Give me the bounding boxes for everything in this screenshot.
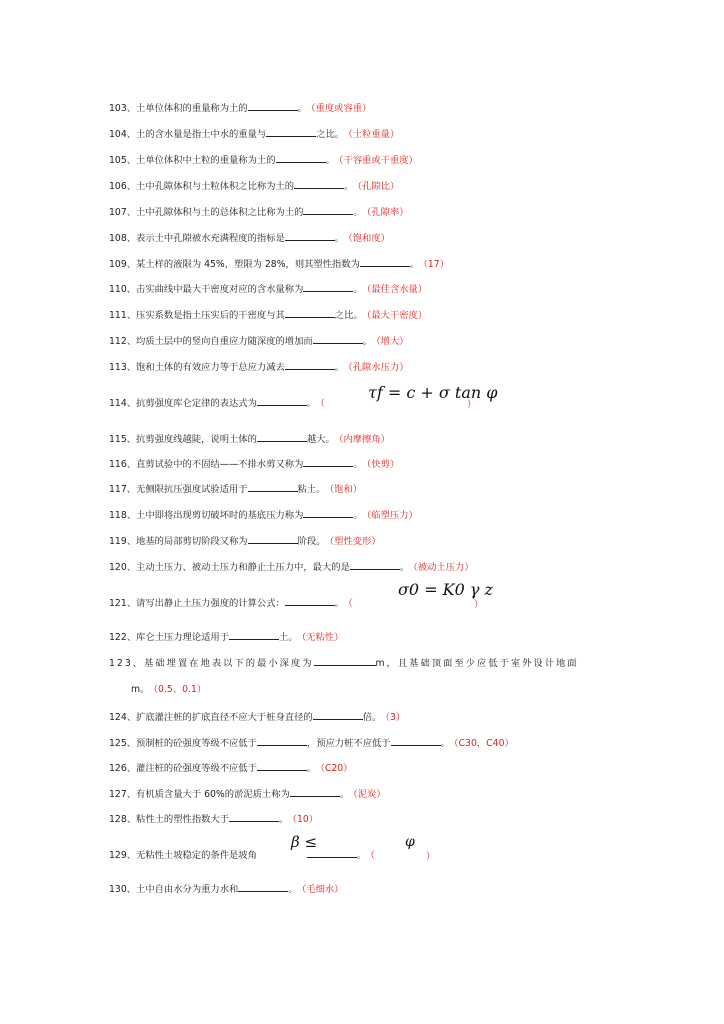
formula-129-answer: φ xyxy=(405,834,415,850)
answer-text: （饱和） xyxy=(329,484,363,495)
answer-blank[interactable] xyxy=(313,334,363,344)
question-117: 117、无侧限抗压强度试验适用于 粘土。 （饱和） xyxy=(109,484,363,495)
answer-blank[interactable] xyxy=(266,127,316,137)
answer-text: （17） xyxy=(423,259,450,270)
question-120: 120、主动土压力、被动土压力和静止土压力中，最大的是 。 （被动土压力） xyxy=(109,562,474,573)
question-109: 109、某土样的液限为 45%，塑限为 28%，则其塑性指数为 。 （17） xyxy=(109,259,450,270)
answer-text: （毛细水） xyxy=(301,884,344,895)
question-123-cont: m。 （0.5、0.1） xyxy=(131,684,207,695)
formula-129: β ≤ xyxy=(291,833,318,851)
formula-121: σ0 = K0 γ z xyxy=(398,580,493,599)
answer-text: （泥炭） xyxy=(353,789,386,800)
answer-blank[interactable] xyxy=(285,596,335,606)
question-125: 125、预制桩的砼强度等级不应低于 ，预应力桩不应低于 。 （C30，C40） xyxy=(109,738,514,749)
answer-close-paren: ） xyxy=(426,851,436,862)
question-118: 118、土中即将出现剪切破坏时的基底压力称为 。 （临塑压力） xyxy=(109,510,418,521)
answer-text: （被动土压力） xyxy=(413,562,474,573)
answer-text: （临塑压力） xyxy=(366,510,418,521)
question-110: 110、击实曲线中最大干密度对应的含水量称为 。 （最佳含水量） xyxy=(109,284,428,295)
question-111: 111、压实系数是指土压实后的干密度与其 之比。 （最大干密度） xyxy=(109,310,428,321)
answer-text: （饱和度） xyxy=(348,233,390,244)
answer-text: （孔隙比） xyxy=(357,181,400,192)
answer-open-paren: （ xyxy=(320,398,325,409)
question-124: 124、扩底灌注桩的扩底直径不应大于桩身直径的 倍。 （3） xyxy=(109,712,406,723)
question-103: 103、土单位体积的重量称为土的 。 （重度或容重） xyxy=(109,103,372,114)
answer-blank[interactable] xyxy=(391,736,441,746)
answer-text: （塑性变形） xyxy=(329,536,381,547)
answer-blank[interactable] xyxy=(285,231,335,241)
answer-blank[interactable] xyxy=(257,736,307,746)
answer-blank[interactable] xyxy=(248,482,298,492)
answer-text: （内摩擦角） xyxy=(338,434,390,445)
question-123: 123、基础埋置在地表以下的最小深度为 m，且基础顶面至少应低于室外设计地面 xyxy=(109,658,579,669)
answer-text: （干容重或干重度） xyxy=(338,155,418,166)
answer-open-paren: （ xyxy=(348,598,353,609)
answer-text: （3） xyxy=(385,712,406,723)
question-128: 128、粘性土的塑性指数大于 。 （10） xyxy=(109,814,319,825)
answer-blank[interactable] xyxy=(350,560,400,570)
question-122: 122、库仑土压力理论适用于 土。 （无粘性） xyxy=(109,632,344,643)
answer-blank[interactable] xyxy=(290,787,340,797)
answer-blank[interactable] xyxy=(303,205,353,215)
formula-114: τf = c + σ tan φ xyxy=(368,383,498,402)
answer-open-paren: （ xyxy=(370,850,375,861)
answer-text: （快剪） xyxy=(366,459,400,470)
answer-text: （最大干密度） xyxy=(366,310,428,321)
answer-blank[interactable] xyxy=(248,101,298,111)
question-129: 129、无粘性土坡稳定的条件是坡角 。 （ xyxy=(109,850,375,861)
question-130: 130、土中自由水分为重力水和 。 （毛细水） xyxy=(109,884,344,895)
answer-text: （重度或容重） xyxy=(310,103,372,114)
answer-blank[interactable] xyxy=(229,812,279,822)
answer-text: （C30，C40） xyxy=(453,738,514,749)
answer-close-paren: ） xyxy=(474,599,484,610)
answer-text: （最佳含水量） xyxy=(366,284,428,295)
answer-text: （0.5、0.1） xyxy=(153,684,207,695)
answer-blank[interactable] xyxy=(294,179,344,189)
question-114: 114、抗剪强度库仑定律的表达式为 。 （ xyxy=(109,398,325,409)
answer-text: （孔隙水压力） xyxy=(348,362,409,373)
answer-blank[interactable] xyxy=(238,882,288,892)
answer-blank[interactable] xyxy=(248,534,298,544)
answer-blank[interactable] xyxy=(303,508,353,518)
answer-text: （C20） xyxy=(320,763,353,774)
question-108: 108、表示土中孔隙被水充满程度的指标是 。 （饱和度） xyxy=(109,233,390,244)
answer-blank[interactable] xyxy=(303,457,353,467)
answer-text: （土粒重量） xyxy=(348,129,400,140)
question-115: 115、抗剪强度线越陡，说明土体的 越大。 （内摩擦角） xyxy=(109,434,390,445)
question-116: 116、直剪试验中的不固结——不排水剪又称为 。 （快剪） xyxy=(109,459,400,470)
answer-blank[interactable] xyxy=(229,630,279,640)
answer-text: （无粘性） xyxy=(301,632,344,643)
answer-close-paren: ） xyxy=(467,399,477,410)
answer-blank[interactable] xyxy=(285,360,335,370)
answer-blank[interactable] xyxy=(257,761,307,771)
answer-blank[interactable] xyxy=(276,153,326,163)
answer-blank[interactable] xyxy=(257,432,307,442)
answer-text: （孔隙率） xyxy=(366,207,409,218)
question-105: 105、土单位体积中土粒的重量称为土的 。 （干容重或干重度） xyxy=(109,155,418,166)
answer-blank[interactable] xyxy=(360,257,410,267)
question-127: 127、有机质含量大于 60%的淤泥质土称为 。 （泥炭） xyxy=(109,789,386,800)
question-121: 121、请写出静止土压力强度的计算公式： 。 （ xyxy=(109,598,353,609)
answer-blank[interactable] xyxy=(285,308,335,318)
answer-text: （增大） xyxy=(376,336,409,347)
question-112: 112、均质土层中的竖向自重应力随深度的增加而 。 （增大） xyxy=(109,336,409,347)
answer-blank[interactable] xyxy=(257,396,307,406)
answer-blank[interactable] xyxy=(313,710,363,720)
question-107: 107、土中孔隙体积与土的总体积之比称为土的 。 （孔隙率） xyxy=(109,207,409,218)
answer-blank[interactable] xyxy=(303,282,353,292)
question-113: 113、饱和土体的有效应力等于总应力减去 。 （孔隙水压力） xyxy=(109,362,409,373)
question-104: 104、土的含水量是指土中水的重量与 之比。 （土粒重量） xyxy=(109,129,400,140)
question-126: 126、灌注桩的砼强度等级不应低于 。 （C20） xyxy=(109,763,353,774)
question-text: 103、土单位体积的重量称为土的 xyxy=(109,103,248,114)
answer-blank[interactable] xyxy=(314,656,376,666)
question-119: 119、地基的局部剪切阶段又称为 阶段。 （塑性变形） xyxy=(109,536,381,547)
answer-text: （10） xyxy=(292,814,319,825)
question-106: 106、土中孔隙体积与土粒体积之比称为土的 。 （孔隙比） xyxy=(109,181,400,192)
